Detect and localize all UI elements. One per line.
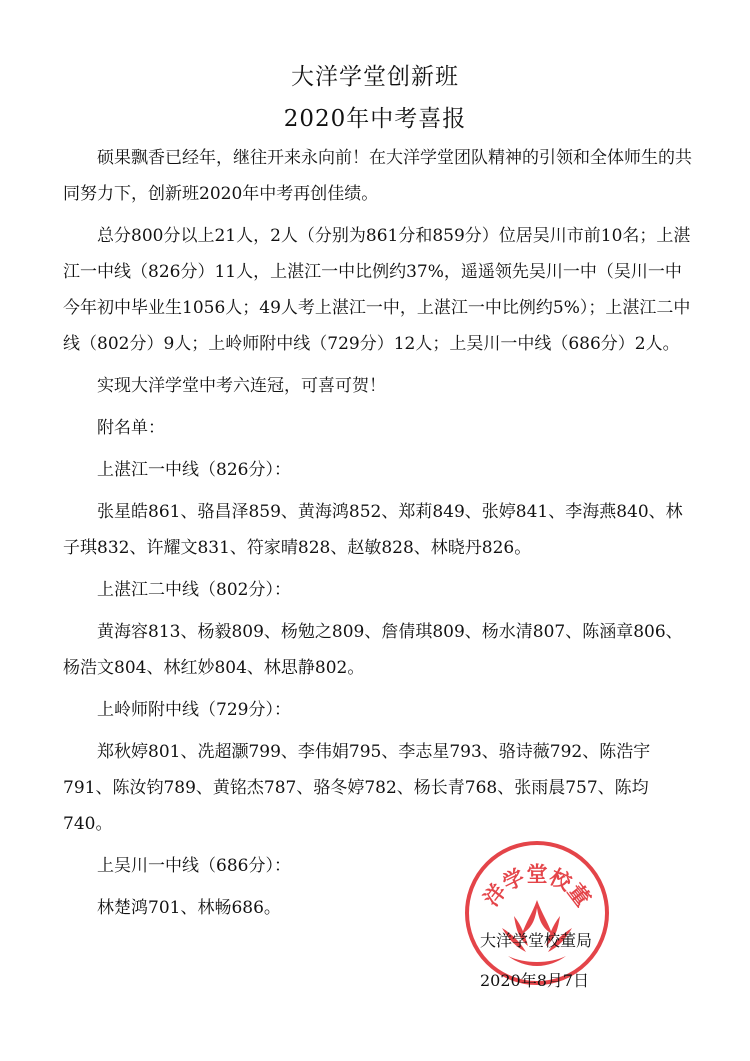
list-heading-zhanjiang-1: 上湛江一中线（826分）： xyxy=(97,460,291,480)
intro-paragraph-1: 硕果飘香已经年，继往开来永向前！在大洋学堂团队精神的引领和全体师生的共同努力下，创新班2020年中考再创佳绩。 xyxy=(63,148,692,204)
intro-paragraph-2: 总分800分以上21人，2人（分别为861分和859分）位居吴川市前10名；上湛江一中线（826分）11人，上湛江一中比例约37%，遥遥领先吴川一中（吴川一中今年初中毕业生1056人；49人考上湛江一中，上湛江一中比例约5%）；上湛江二中线（802分）9人；上岭师附中线（729分）12人；上吴川一中线（686分）2人。 xyxy=(63,226,691,354)
document-body xyxy=(63,140,693,926)
document-subtitle: 2020年中考喜报 xyxy=(283,106,467,132)
signature-date: 2020年8月7日 xyxy=(480,971,590,990)
list-intro: 附名单： xyxy=(97,418,165,438)
list-heading-lingshi: 上岭师附中线（729分）： xyxy=(97,700,291,720)
document-title: 大洋学堂创新班 xyxy=(291,64,459,90)
list-names-zhanjiang-1: 张星皓861、骆昌泽859、黄海鸿852、郑莉849、张婷841、李海燕840、林子琪832、许耀文831、符家晴828、赵敏828、林晓丹826。 xyxy=(63,502,683,558)
official-seal-stamp xyxy=(462,838,612,988)
signature-organization: 大洋学堂校董局 xyxy=(480,931,593,950)
seal-text: 洋学堂校董 xyxy=(478,861,596,911)
list-names-wuchuan-1: 林楚鸿701、林畅686。 xyxy=(97,898,281,918)
list-heading-wuchuan-1: 上吴川一中线（686分）： xyxy=(97,856,291,876)
intro-paragraph-3: 实现大洋学堂中考六连冠，可喜可贺！ xyxy=(97,376,386,396)
list-names-zhanjiang-2: 黄海容813、杨毅809、杨勉之809、詹倩琪809、杨水清807、陈涵章806、杨浩文804、林红妙804、林思静802。 xyxy=(63,622,683,678)
list-names-lingshi: 郑秋婷801、冼超灏799、李伟娟795、李志星793、骆诗薇792、陈浩宇791、陈汝钧789、黄铭杰787、骆冬婷782、杨长青768、张雨晨757、陈均740。 xyxy=(63,742,651,834)
list-heading-zhanjiang-2: 上湛江二中线（802分）： xyxy=(97,580,291,600)
